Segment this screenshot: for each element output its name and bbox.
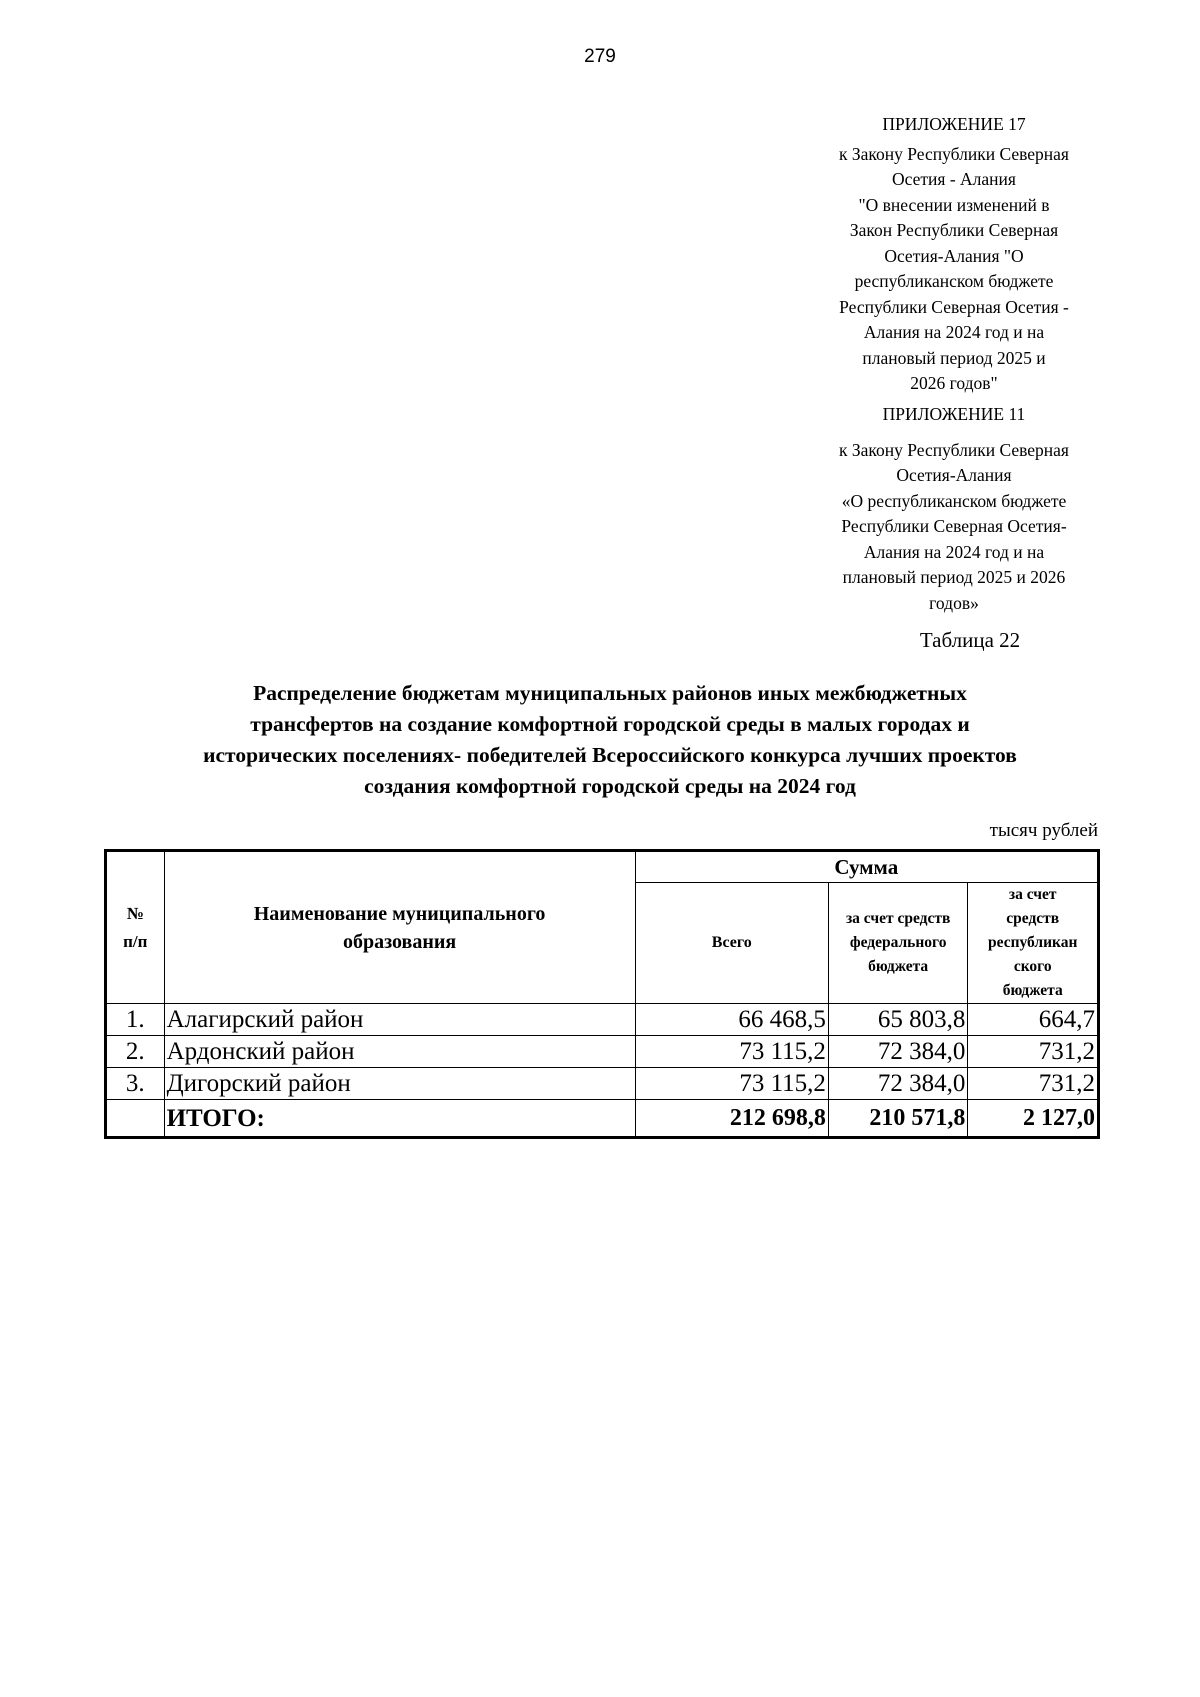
- appendix-11-line: годов»: [929, 592, 979, 613]
- header-republic-line: за счет: [1008, 886, 1057, 903]
- header-number-line: №: [126, 903, 144, 923]
- row-name: Ардонский район: [164, 1036, 635, 1068]
- appendix-17-line: к Закону Республики Северная: [839, 143, 1069, 164]
- total-republic: 2 127,0: [968, 1100, 1099, 1138]
- header-republic-line: средств: [1006, 910, 1060, 927]
- header-republic-line: республикан: [988, 934, 1078, 951]
- total-label: ИТОГО:: [164, 1100, 635, 1138]
- header-name-line: образования: [342, 930, 457, 953]
- appendix-11-block: [810, 402, 1098, 616]
- appendix-17-line: Осетия - Алания: [892, 169, 1016, 189]
- appendix-11-line: к Закону Республики Северная: [839, 439, 1069, 460]
- appendix-17-block: [810, 112, 1098, 397]
- title-line: трансфертов на создание комфортной городской среды в малых городах и: [250, 712, 970, 736]
- row-number: 3.: [106, 1068, 165, 1100]
- header-federal-line: бюджета: [868, 958, 929, 975]
- header-republic-line: ского: [1013, 958, 1052, 975]
- appendix-11-line: Осетия-Алания: [896, 465, 1012, 485]
- title-line: создания комфортной городской среды на 2024 год: [364, 774, 856, 798]
- table-row: [106, 1068, 1099, 1100]
- header-federal-line: федерального: [849, 934, 947, 951]
- header-federal-line: за счет средств: [845, 910, 951, 927]
- table-row: [106, 1036, 1099, 1068]
- table-label: Таблица 22: [919, 628, 1021, 652]
- total-number: [106, 1100, 165, 1138]
- appendix-17-title: ПРИЛОЖЕНИЕ 17: [882, 114, 1026, 134]
- row-republic: 731,2: [968, 1068, 1099, 1100]
- header-number: [106, 851, 165, 1004]
- appendix-11-title: ПРИЛОЖЕНИЕ 11: [882, 404, 1026, 424]
- appendix-11-line: плановый период 2025 и 2026: [842, 567, 1066, 587]
- total-row: [106, 1100, 1099, 1138]
- header-total: Всего: [635, 883, 828, 1004]
- appendix-17-line: Алания на 2024 год и на: [863, 322, 1045, 342]
- header-row: [106, 851, 1099, 883]
- appendix-17-line: Осетия-Алания "О: [884, 245, 1024, 266]
- document-title: [110, 678, 1110, 802]
- appendix-11-line: «О республиканском бюджете: [841, 490, 1067, 511]
- row-federal: 72 384,0: [828, 1068, 968, 1100]
- units-label: тысяч рублей: [989, 820, 1098, 841]
- header-name: [164, 851, 635, 1004]
- row-total: 73 115,2: [635, 1036, 828, 1068]
- page-number: 279: [584, 46, 616, 67]
- row-federal: 65 803,8: [828, 1004, 968, 1036]
- title-line: исторических поселениях- победителей Всероссийского конкурса лучших проектов: [203, 743, 1017, 767]
- row-name: Алагирский район: [164, 1004, 635, 1036]
- header-name-line: Наименование муниципального: [253, 902, 546, 925]
- header-republic-line: бюджета: [1002, 982, 1063, 999]
- row-number: 1.: [106, 1004, 165, 1036]
- row-name: Дигорский район: [164, 1068, 635, 1100]
- row-total: 66 468,5: [635, 1004, 828, 1036]
- appendix-17-line: "О внесении изменений в: [858, 194, 1050, 215]
- appendix-11-line: Республики Северная Осетия-: [841, 516, 1067, 536]
- title-line: Распределение бюджетам муниципальных районов иных межбюджетных: [253, 681, 967, 705]
- appendix-17-line: 2026 годов": [910, 373, 998, 393]
- row-republic: 731,2: [968, 1036, 1099, 1068]
- row-total: 73 115,2: [635, 1068, 828, 1100]
- table-row: [106, 1004, 1099, 1036]
- appendix-17-line: Закон Республики Северная: [849, 220, 1059, 240]
- header-republic: [968, 883, 1099, 1004]
- appendix-17-line: Республики Северная Осетия -: [839, 296, 1069, 317]
- header-federal: [828, 883, 968, 1004]
- row-number: 2.: [106, 1036, 165, 1068]
- row-federal: 72 384,0: [828, 1036, 968, 1068]
- total-federal: 210 571,8: [828, 1100, 968, 1138]
- header-summa: Сумма: [635, 851, 1098, 883]
- appendix-17-line: плановый период 2025 и: [862, 347, 1046, 368]
- header-number-line: п/п: [123, 931, 148, 951]
- total-total: 212 698,8: [635, 1100, 828, 1138]
- appendix-17-line: республиканском бюджете: [854, 271, 1054, 291]
- row-republic: 664,7: [968, 1004, 1099, 1036]
- appendix-11-line: Алания на 2024 год и на: [863, 541, 1045, 562]
- budget-table: [104, 849, 1100, 1139]
